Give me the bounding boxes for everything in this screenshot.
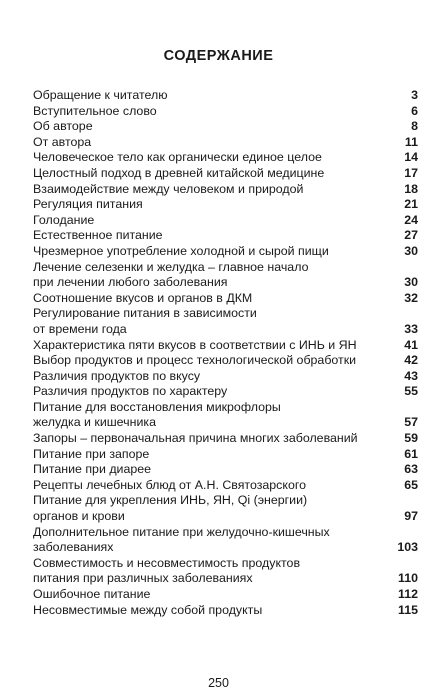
toc-entry bbox=[33, 228, 418, 244]
toc-entry-title: Питание для укрепления ИНЬ, ЯН, Qi (энергии) bbox=[33, 493, 308, 508]
toc-entry-page: 33 bbox=[404, 321, 418, 336]
toc-entry-page: 63 bbox=[404, 462, 418, 477]
toc-entry-page: 103 bbox=[397, 540, 418, 555]
toc-entry-title: Регуляция питания bbox=[33, 197, 143, 212]
toc-entry-title: Естественное питание bbox=[33, 228, 163, 243]
toc-entry-page: 14 bbox=[404, 150, 418, 165]
toc-entry bbox=[33, 119, 418, 135]
table-of-contents bbox=[33, 88, 418, 618]
toc-entry-title: Питание для восстановления микрофлоры bbox=[33, 399, 281, 414]
toc-entry-title: питания при различных заболеваниях bbox=[33, 571, 253, 586]
toc-entry bbox=[33, 587, 418, 603]
toc-entry-page: 24 bbox=[404, 212, 418, 227]
toc-entry bbox=[33, 244, 418, 260]
toc-entry-title: Запоры – первоначальная причина многих заболеваний bbox=[33, 431, 358, 446]
toc-entry-title: заболеваниях bbox=[33, 540, 114, 555]
toc-entry-title: Питание при диарее bbox=[33, 462, 152, 477]
toc-entry-page: 8 bbox=[411, 119, 418, 134]
toc-entry-page: 21 bbox=[404, 197, 418, 212]
toc-entry bbox=[33, 447, 418, 463]
toc-entry bbox=[33, 353, 418, 369]
toc-entry-title: Характеристика пяти вкусов в соответствии с ИНЬ и ЯН bbox=[33, 337, 357, 352]
toc-entry-title: при лечении любого заболевания bbox=[33, 275, 228, 290]
toc-entry-page: 27 bbox=[404, 228, 418, 243]
toc-entry bbox=[33, 525, 418, 556]
toc-entry-page: 59 bbox=[404, 431, 418, 446]
toc-entry bbox=[33, 603, 418, 619]
toc-entry-page: 43 bbox=[404, 368, 418, 383]
toc-entry-title: Рецепты лечебных блюд от А.Н. Святозарского bbox=[33, 477, 306, 492]
toc-entry bbox=[33, 150, 418, 166]
toc-entry-title: Ошибочное питание bbox=[33, 587, 151, 601]
toc-entry-title: Человеческое тело как органически единое целое bbox=[33, 150, 322, 165]
toc-entry-title: Обращение к читателю bbox=[33, 88, 168, 102]
toc-entry-title: Дополнительное питание при желудочно-кишечных bbox=[33, 524, 330, 539]
toc-entry bbox=[33, 88, 418, 104]
toc-entry-page: 115 bbox=[398, 602, 418, 617]
toc-entry bbox=[33, 431, 418, 447]
toc-entry bbox=[33, 260, 418, 291]
toc-entry bbox=[33, 104, 418, 120]
toc-entry-title: Различия продуктов по вкусу bbox=[33, 368, 201, 383]
toc-entry bbox=[33, 166, 418, 182]
toc-entry-title: Различия продуктов по характеру bbox=[33, 384, 228, 399]
toc-entry-page: 6 bbox=[411, 103, 418, 118]
toc-entry-title: Выбор продуктов и процесс технологической обработки bbox=[33, 353, 357, 368]
toc-entry-title: Совместимость и несовместимость продуктов bbox=[33, 555, 301, 570]
toc-entry bbox=[33, 291, 418, 307]
toc-entry-page: 30 bbox=[404, 275, 418, 290]
toc-entry-page: 57 bbox=[404, 415, 418, 430]
toc-entry-page: 17 bbox=[404, 165, 418, 180]
toc-entry-title: Регулирование питания в зависимости bbox=[33, 306, 257, 321]
toc-entry-page: 112 bbox=[398, 587, 418, 601]
toc-entry bbox=[33, 197, 418, 213]
toc-entry-title: Лечение селезенки и желудка – главное начало bbox=[33, 259, 309, 274]
toc-entry bbox=[33, 478, 418, 494]
toc-entry bbox=[33, 338, 418, 354]
toc-entry-page: 18 bbox=[404, 181, 418, 196]
toc-entry-title: Несовместимые между собой продукты bbox=[33, 602, 263, 617]
toc-entry bbox=[33, 493, 418, 524]
toc-entry bbox=[33, 556, 418, 587]
toc-entry-page: 32 bbox=[404, 290, 418, 305]
toc-entry-title: Целостный подход в древней китайской медицине bbox=[33, 165, 325, 180]
toc-entry-page: 110 bbox=[398, 571, 418, 586]
toc-entry-page: 97 bbox=[404, 509, 418, 524]
toc-entry-title: Соотношение вкусов и органов в ДКМ bbox=[33, 290, 253, 305]
toc-entry bbox=[33, 400, 418, 431]
toc-entry-title: органов и крови bbox=[33, 509, 125, 524]
toc-entry-page: 3 bbox=[411, 88, 418, 102]
toc-entry bbox=[33, 213, 418, 229]
toc-entry-page: 55 bbox=[404, 384, 418, 399]
page-title: СОДЕРЖАНИЕ bbox=[163, 48, 274, 64]
toc-entry-page: 65 bbox=[404, 477, 418, 492]
toc-entry-page: 42 bbox=[404, 353, 418, 368]
toc-entry-page: 61 bbox=[404, 446, 418, 461]
toc-entry bbox=[33, 462, 418, 478]
toc-entry-page: 41 bbox=[404, 337, 418, 352]
toc-entry-title: от времени года bbox=[33, 321, 127, 336]
toc-entry bbox=[33, 182, 418, 198]
toc-entry-page: 30 bbox=[404, 243, 418, 258]
toc-entry-title: желудка и кишечника bbox=[33, 415, 156, 430]
toc-entry-title: Вступительное слово bbox=[33, 103, 157, 118]
toc-entry bbox=[33, 369, 418, 385]
toc-entry bbox=[33, 306, 418, 337]
toc-entry-title: Взаимодействие между человеком и природой bbox=[33, 181, 304, 196]
toc-entry bbox=[33, 384, 418, 400]
toc-entry bbox=[33, 135, 418, 151]
toc-entry-title: Питание при запоре bbox=[33, 446, 150, 461]
toc-entry-title: Об авторе bbox=[33, 119, 93, 134]
toc-entry-title: От автора bbox=[33, 134, 92, 149]
toc-entry-page: 11 bbox=[404, 134, 418, 149]
toc-entry-title: Чрезмерное употребление холодной и сырой пищи bbox=[33, 243, 329, 258]
toc-entry-title: Голодание bbox=[33, 212, 95, 227]
page-number: 250 bbox=[208, 676, 229, 690]
